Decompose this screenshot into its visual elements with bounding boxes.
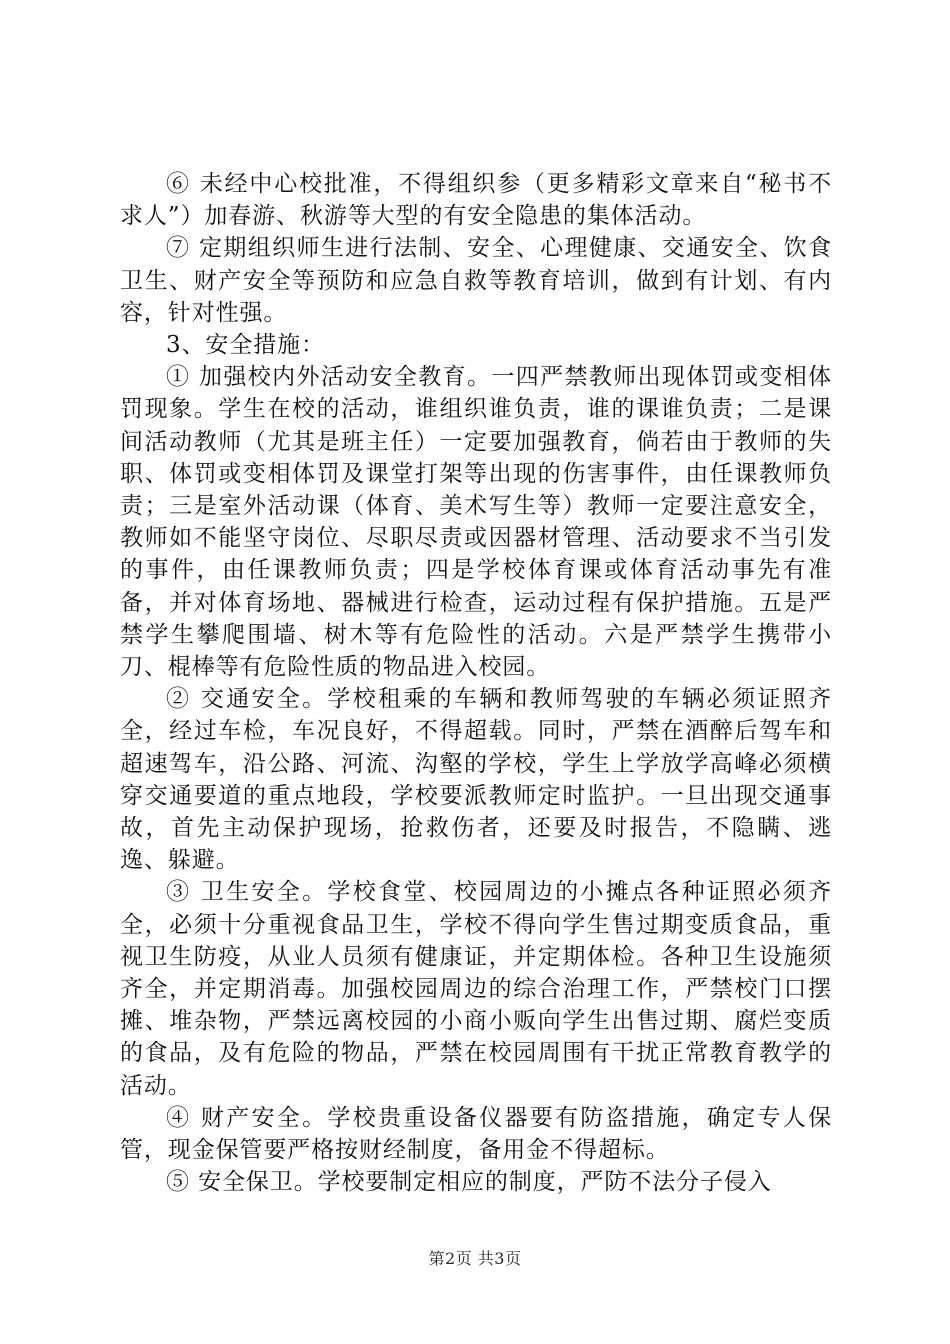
paragraph-measure-4: ④ 财产安全。学校贵重设备仪器要有防盗措施，确定专人保管，现金保管要严格按财经制度，备用金不得超标。 [120, 1104, 832, 1164]
document-body [120, 168, 832, 1199]
paragraph-measure-5: ⑤ 安全保卫。学校要制定相应的制度，严防不法分子侵入 [166, 1169, 772, 1196]
paragraph-item-6: ⑥ 未经中心校批准，不得组织参（更多精彩文章来自“秘书不求人”）加春游、秋游等大型的有安全隐患的集体活动。 [120, 171, 832, 230]
paragraph-measure-2: ② 交通安全。学校租乘的车辆和教师驾驶的车辆必须证照齐全，经过车检，车况良好，不得超载。同时，严禁在酒醉后驾车和超速驾车，沿公路、河流、沟壑的学校，学生上学放学高峰必须横穿交通要道的重点地段，学校要派教师定时监护。一旦出现交通事故，首先主动保护现场，抢救伤者，还要及时报告，不隐瞒、逃逸、躲避。 [120, 686, 832, 874]
paragraph-measure-1: ① 加强校内外活动安全教育。一四严禁教师出现体罚或变相体罚现象。学生在校的活动，谁组织谁负责，谁的课谁负责；二是课间活动教师（尤其是班主任）一定要加强教育，倘若由于教师的失职、体罚或变相体罚及课堂打架等出现的伤害事件，由任课教师负责；三是室外活动课（体育、美术写生等）教师一定要注意安全，教师如不能坚守岗位、尽职尽责或因器材管理、活动要求不当引发的事件，由任课教师负责；四是学校体育课或体育活动事先有准备，并对体育场地、器械进行检查，运动过程有保护措施。五是严禁学生攀爬围墙、树木等有危险性的活动。六是严禁学生携带小刀、棍棒等有危险性质的物品进入校园。 [120, 364, 832, 681]
paragraph-measure-3: ③ 卫生安全。学校食堂、校园周边的小摊点各种证照必须齐全，必须十分重视食品卫生，学校不得向学生售过期变质食品，重视卫生防疫，从业人员须有健康证，并定期体检。各种卫生设施须齐全，并定期消毒。加强校园周边的综合治理工作，严禁校门口摆摊、堆杂物，严禁远离校园的小商小贩向学生出售过期、腐烂变质的食品，及有危险的物品，严禁在校园周围有干扰正常教育教学的活动。 [120, 879, 832, 1099]
paragraph-item-7: ⑦ 定期组织师生进行法制、安全、心理健康、交通安全、饮食卫生、财产安全等预防和应急自救等教育培训，做到有计划、有内容，针对性强。 [120, 235, 832, 326]
page-number-footer: 第2页 共3页 [428, 1249, 522, 1268]
section-heading-safety-measures: 3、安全措施： [166, 332, 325, 359]
